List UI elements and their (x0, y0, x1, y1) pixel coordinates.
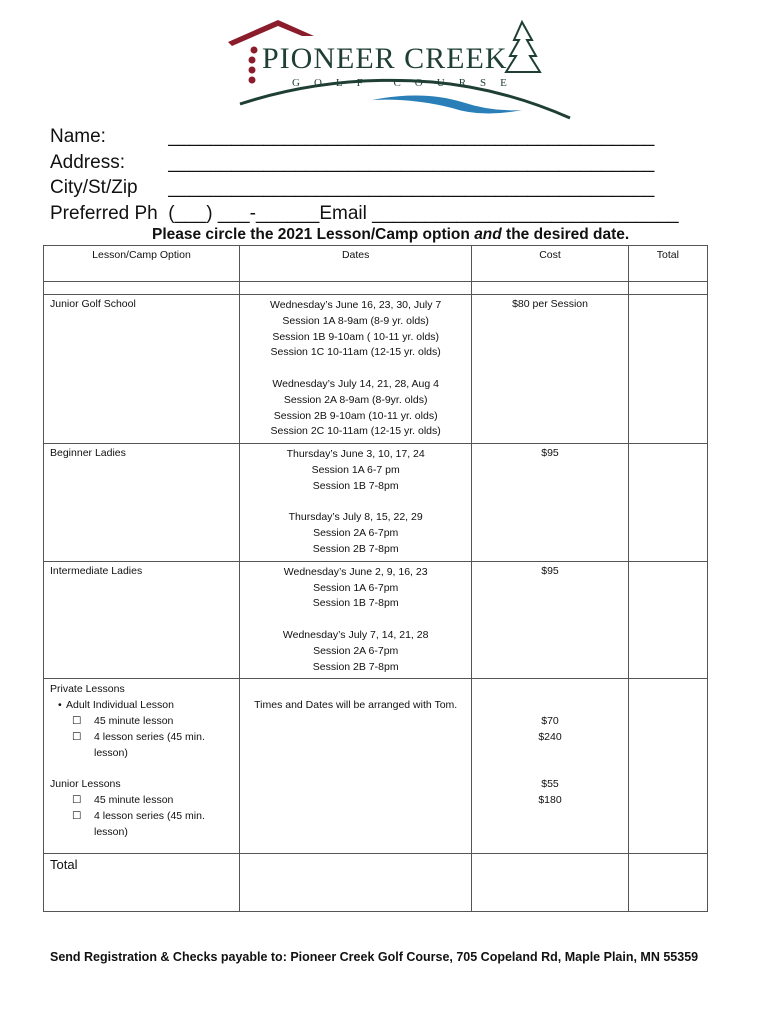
logo-title: PIONEER CREEK (262, 42, 508, 75)
total-cell[interactable] (628, 444, 707, 562)
option-private-lessons (44, 679, 240, 854)
date-line[interactable]: Thursday’s June 3, 10, 17, 24 (286, 448, 425, 461)
dates-private-lessons (240, 679, 472, 854)
date-line[interactable]: Thursday’s July 8, 15, 22, 29 (288, 511, 423, 524)
date-line[interactable]: Session 1B 7-8pm (312, 597, 399, 610)
cost-private-lessons (472, 679, 628, 854)
date-line[interactable]: Wednesday’s June 2, 9, 16, 23 (283, 565, 428, 578)
adult-option-series[interactable] (50, 730, 233, 762)
header-dates: Dates (240, 246, 472, 282)
cost-beginner-ladies: $95 (472, 444, 628, 562)
grand-total-cell[interactable] (628, 854, 707, 912)
table-row (44, 679, 708, 854)
cost-line: $180 (538, 793, 562, 806)
name-label: Name: (50, 126, 106, 147)
cost-line: $55 (541, 778, 559, 791)
date-line[interactable]: Session 2A 8-9am (8-9yr. olds) (283, 393, 428, 406)
pioneer-creek-logo (222, 14, 574, 126)
city-row (50, 175, 679, 201)
dates-beginner-ladies[interactable] (240, 444, 472, 562)
table-spacer-row (44, 282, 708, 295)
date-line[interactable]: Session 2B 9-10am (10-11 yr. olds) (273, 409, 438, 422)
private-lessons-title: Private Lessons (50, 683, 125, 696)
adult-individual-item (50, 698, 233, 714)
name-row (50, 124, 679, 150)
date-line[interactable]: Session 2C 10-11am (12-15 yr. olds) (270, 425, 441, 438)
option-label: 45 minute lesson (94, 793, 174, 806)
address-field[interactable]: ______________________________________________ (168, 151, 655, 173)
address-label: Address: (50, 151, 125, 173)
cost-line: $240 (538, 730, 562, 743)
name-field[interactable]: ______________________________________________ (168, 126, 655, 147)
total-label: Total (44, 854, 240, 912)
contact-fields (50, 124, 679, 226)
phone-email-row (50, 201, 679, 227)
date-line[interactable]: Session 1B 7-8pm (312, 479, 399, 492)
private-dates-text: Times and Dates will be arranged with Tom. (254, 699, 458, 712)
cost-line: $70 (541, 714, 559, 727)
adult-individual-label: Adult Individual Lesson (66, 699, 174, 712)
option-label: 4 lesson series (45 min. lesson) (94, 809, 205, 838)
date-line[interactable]: Session 2A 6-7pm (313, 527, 399, 540)
phone-email-field[interactable]: (___) ___-______Email _____________________________ (168, 202, 679, 224)
junior-option-series[interactable] (50, 809, 233, 841)
date-line[interactable]: Wednesday’s July 14, 21, 28, Aug 4 (272, 377, 439, 390)
table-row (44, 561, 708, 679)
footer-instructions: Send Registration & Checks payable to: Pioneer Creek Golf Course, 705 Copeland Rd, Maple Plain, MN 55359 (50, 950, 699, 964)
checkbox-icon[interactable]: ☐ (72, 809, 82, 822)
date-line[interactable]: Wednesday’s July 7, 14, 21, 28 (282, 628, 429, 641)
phone-label: Preferred Ph (50, 202, 158, 224)
date-line[interactable]: Session 1A 8-9am (8-9 yr. olds) (282, 314, 429, 327)
instruction-text-before: Please circle the 2021 Lesson/Camp option (152, 226, 475, 243)
date-line[interactable]: Session 2A 6-7pm (313, 644, 399, 657)
table-row (44, 295, 708, 444)
header-total: Total (628, 246, 707, 282)
date-line[interactable]: Session 1B 9-10am ( 10-11 yr. olds) (272, 330, 440, 343)
header-option: Lesson/Camp Option (44, 246, 240, 282)
option-intermediate-ladies: Intermediate Ladies (44, 561, 240, 679)
header-cost: Cost (472, 246, 628, 282)
dates-intermediate-ladies[interactable] (240, 561, 472, 679)
checkbox-icon[interactable]: ☐ (72, 730, 82, 743)
junior-lessons-title: Junior Lessons (50, 778, 121, 791)
instruction-text-after: the desired date. (501, 226, 630, 243)
adult-option-45[interactable] (50, 714, 233, 730)
checkbox-icon[interactable]: ☐ (72, 714, 82, 727)
date-line[interactable]: Session 2B 7-8pm (312, 542, 399, 555)
junior-option-45[interactable] (50, 793, 233, 809)
date-line[interactable]: Wednesday’s June 16, 23, 30, July 7 (270, 299, 442, 311)
option-junior-school: Junior Golf School (44, 295, 240, 444)
date-line[interactable]: Session 1C 10-11am (12-15 yr. olds) (270, 346, 441, 359)
lesson-table (43, 245, 708, 912)
logo-subtitle: GOLF COURSE (292, 77, 521, 89)
total-cell[interactable] (628, 679, 707, 854)
date-line[interactable]: Session 1A 6-7 pm (311, 463, 400, 476)
total-cell[interactable] (628, 295, 707, 444)
checkbox-icon[interactable]: ☐ (72, 793, 82, 806)
total-row (44, 854, 708, 912)
cost-intermediate-ladies: $95 (472, 561, 628, 679)
date-line[interactable]: Session 1A 6-7pm (313, 581, 399, 594)
city-label: City/St/Zip (50, 177, 138, 198)
cost-junior-school: $80 per Session (472, 295, 628, 444)
total-cell[interactable] (628, 561, 707, 679)
city-field[interactable]: ______________________________________________ (168, 177, 655, 198)
option-label: 45 minute lesson (94, 714, 174, 727)
date-line[interactable]: Session 2B 7-8pm (312, 660, 399, 673)
bullet-icon: • (58, 699, 62, 712)
dates-junior-school[interactable] (240, 295, 472, 444)
option-label: 4 lesson series (45 min. lesson) (94, 730, 205, 759)
instruction-heading (152, 226, 629, 244)
table-header-row (44, 246, 708, 282)
table-row (44, 444, 708, 562)
instruction-emphasis: and (474, 226, 502, 243)
option-beginner-ladies: Beginner Ladies (44, 444, 240, 562)
address-row (50, 150, 679, 176)
